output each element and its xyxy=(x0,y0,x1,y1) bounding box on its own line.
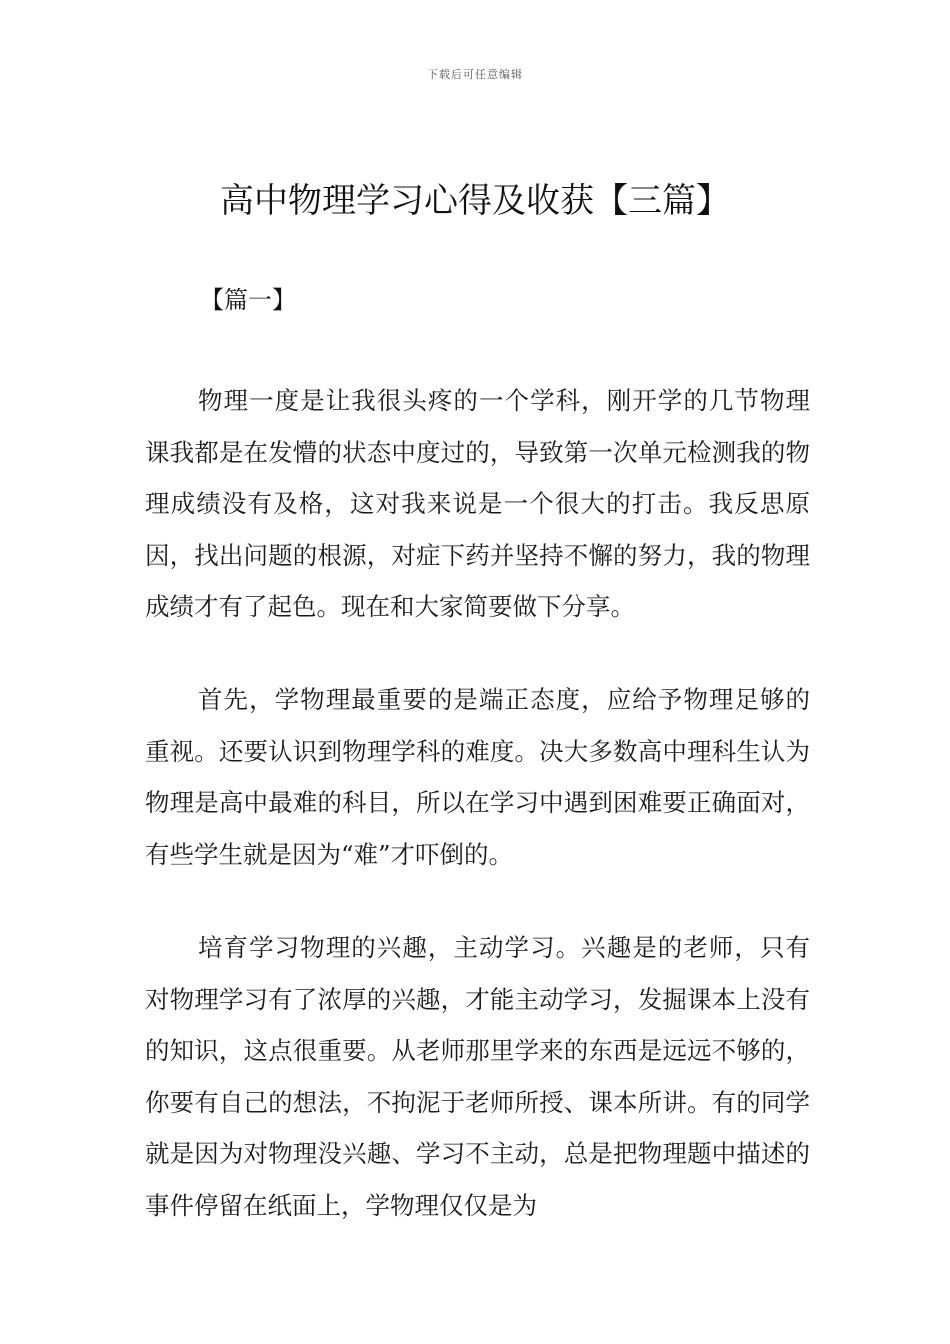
paragraph-1: 物理一度是让我很头疼的一个学科，刚开学的几节物理课我都是在发懵的状态中度过的，导致第一次单元检测我的物理成绩没有及格，这对我来说是一个很大的打击。我反思原因，找出问题的根源，对症下药并坚持不懈的努力，我的物理成绩才有了起色。现在和大家简要做下分享。 xyxy=(145,386,810,621)
header-note: 下载后可任意编辑 xyxy=(427,68,523,81)
paragraph-2: 首先，学物理最重要的是端正态度，应给予物理足够的重视。还要认识到物理学科的难度。决大多数高中理科生认为物理是高中最难的科目，所以在学习中遇到困难要正确面对，有些学生就是因为“难”才吓倒的。 xyxy=(145,685,810,869)
section-heading: 【篇一】 xyxy=(200,286,296,314)
document-title: 高中物理学习心得及收获【三篇】 xyxy=(220,181,730,221)
paragraph-3: 培育学习物理的兴趣，主动学习。兴趣是的老师，只有对物理学习有了浓厚的兴趣，才能主动学习，发掘课本上没有的知识，这点很重要。从老师那里学来的东西是远远不够的，你要有自己的想法，不拘泥于老师所授、课本所讲。有的同学就是因为对物理没兴趣、学习不主动，总是把物理题中描述的事件停留在纸面上，学物理仅仅是为 xyxy=(145,933,810,1220)
